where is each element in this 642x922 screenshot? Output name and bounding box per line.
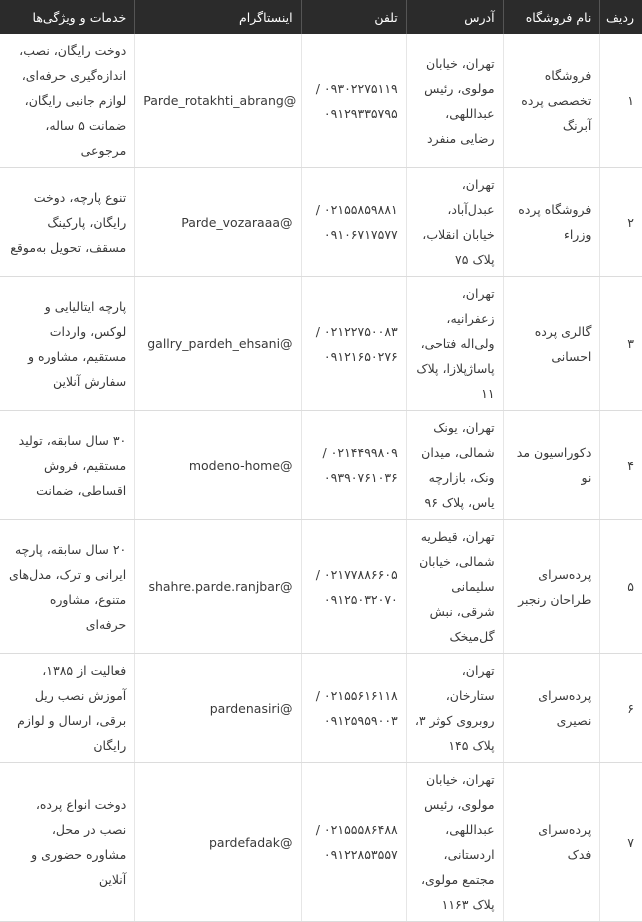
store-address: تهران، ستارخان، روبروی کوثر ۳، پلاک ۱۴۵ <box>406 654 503 763</box>
store-instagram: Parde_vozaraaa@ <box>135 168 301 277</box>
table-row <box>0 654 642 763</box>
store-phone: ۰۹۳۰۲۲۷۵۱۱۹ / ۰۹۱۲۹۳۳۵۷۹۵ <box>301 34 406 168</box>
store-instagram: modeno-home@ <box>135 411 301 520</box>
store-services: ۲۰ سال سابقه، پارچه ایرانی و ترک، مدل‌های متنوع، مشاوره حرفه‌ای <box>0 520 135 654</box>
store-name: پرده‌سرای فدک <box>503 763 600 922</box>
header-services: خدمات و ویژگی‌ها <box>0 0 135 34</box>
store-instagram: Parde_rotakhti_abrang@ <box>135 34 301 168</box>
header-address: آدرس <box>406 0 503 34</box>
store-address: تهران، قیطریه شمالی، خیابان سلیمانی شرقی، نبش گل‌میخک <box>406 520 503 654</box>
store-services: فعالیت از ۱۳۸۵، آموزش نصب ریل برقی، ارسال و لوازم رایگان <box>0 654 135 763</box>
store-services: پارچه ایتالیایی و لوکس، واردات مستقیم، مشاوره و سفارش آنلاین <box>0 277 135 411</box>
store-phone: ۰۲۱۲۲۷۵۰۰۸۳ / ۰۹۱۲۱۶۵۰۲۷۶ <box>301 277 406 411</box>
store-address: تهران، عبدل‌آباد، خیابان انقلاب، پلاک ۷۵ <box>406 168 503 277</box>
row-number: ۷ <box>600 763 642 922</box>
header-instagram: اینستاگرام <box>135 0 301 34</box>
store-instagram: pardefadak@ <box>135 763 301 922</box>
table-header-row <box>0 0 642 34</box>
store-phone: ۰۲۱۵۵۵۸۶۴۸۸ / ۰۹۱۲۲۸۵۳۵۵۷ <box>301 763 406 922</box>
store-name: پرده‌سرای طراحان رنجبر <box>503 520 600 654</box>
store-services: ۳۰ سال سابقه، تولید مستقیم، فروش اقساطی، ضمانت <box>0 411 135 520</box>
store-phone: ۰۲۱۵۵۶۱۶۱۱۸ / ۰۹۱۲۵۹۵۹۰۰۳ <box>301 654 406 763</box>
store-phone: ۰۲۱۷۷۸۸۶۶۰۵ / ۰۹۱۲۵۰۳۲۰۷۰ <box>301 520 406 654</box>
store-address: تهران، زعفرانیه، ولی‌اله فتاحی، پاساژپلازا، پلاک ۱۱ <box>406 277 503 411</box>
store-phone: ۰۲۱۵۵۸۵۹۸۸۱ / ۰۹۱۰۶۷۱۷۵۷۷ <box>301 168 406 277</box>
table-row <box>0 520 642 654</box>
header-store-name: نام فروشگاه <box>503 0 600 34</box>
store-services: دوخت انواع پرده، نصب در محل، مشاوره حضوری و آنلاین <box>0 763 135 922</box>
store-address: تهران، خیابان مولوی، رئیس عبداللهی، اردستانی، مجتمع مولوی، پلاک ۱۱۶۳ <box>406 763 503 922</box>
header-row-number: ردیف <box>600 0 642 34</box>
row-number: ۶ <box>600 654 642 763</box>
store-name: گالری پرده احسانی <box>503 277 600 411</box>
row-number: ۴ <box>600 411 642 520</box>
store-address: تهران، خیابان مولوی، رئیس عبداللهی، رضایی منفرد <box>406 34 503 168</box>
store-name: پرده‌سرای نصیری <box>503 654 600 763</box>
row-number: ۱ <box>600 34 642 168</box>
row-number: ۲ <box>600 168 642 277</box>
store-instagram: gallry_pardeh_ehsani@ <box>135 277 301 411</box>
store-services: دوخت رایگان، نصب، اندازه‌گیری حرفه‌ای، لوازم جانبی رایگان، ضمانت ۵ ساله، مرجوعی <box>0 34 135 168</box>
store-phone: ۰۲۱۴۴۹۹۸۰۹ / ۰۹۳۹۰۷۶۱۰۳۶ <box>301 411 406 520</box>
table-row <box>0 34 642 168</box>
store-services: تنوع پارچه، دوخت رایگان، پارکینگ مسقف، تحویل به‌موقع <box>0 168 135 277</box>
store-name: فروشگاه تخصصی پرده آبرنگ <box>503 34 600 168</box>
table-row <box>0 168 642 277</box>
row-number: ۵ <box>600 520 642 654</box>
table-row <box>0 277 642 411</box>
store-name: دکوراسیون مد نو <box>503 411 600 520</box>
store-address: تهران، یونک شمالی، میدان ونک، بازارچه یاس، پلاک ۹۶ <box>406 411 503 520</box>
table-row <box>0 763 642 922</box>
store-instagram: pardenasiri@ <box>135 654 301 763</box>
row-number: ۳ <box>600 277 642 411</box>
table-row <box>0 411 642 520</box>
store-instagram: shahre.parde.ranjbar@ <box>135 520 301 654</box>
store-name: فروشگاه پرده وزراء <box>503 168 600 277</box>
header-phone: تلفن <box>301 0 406 34</box>
